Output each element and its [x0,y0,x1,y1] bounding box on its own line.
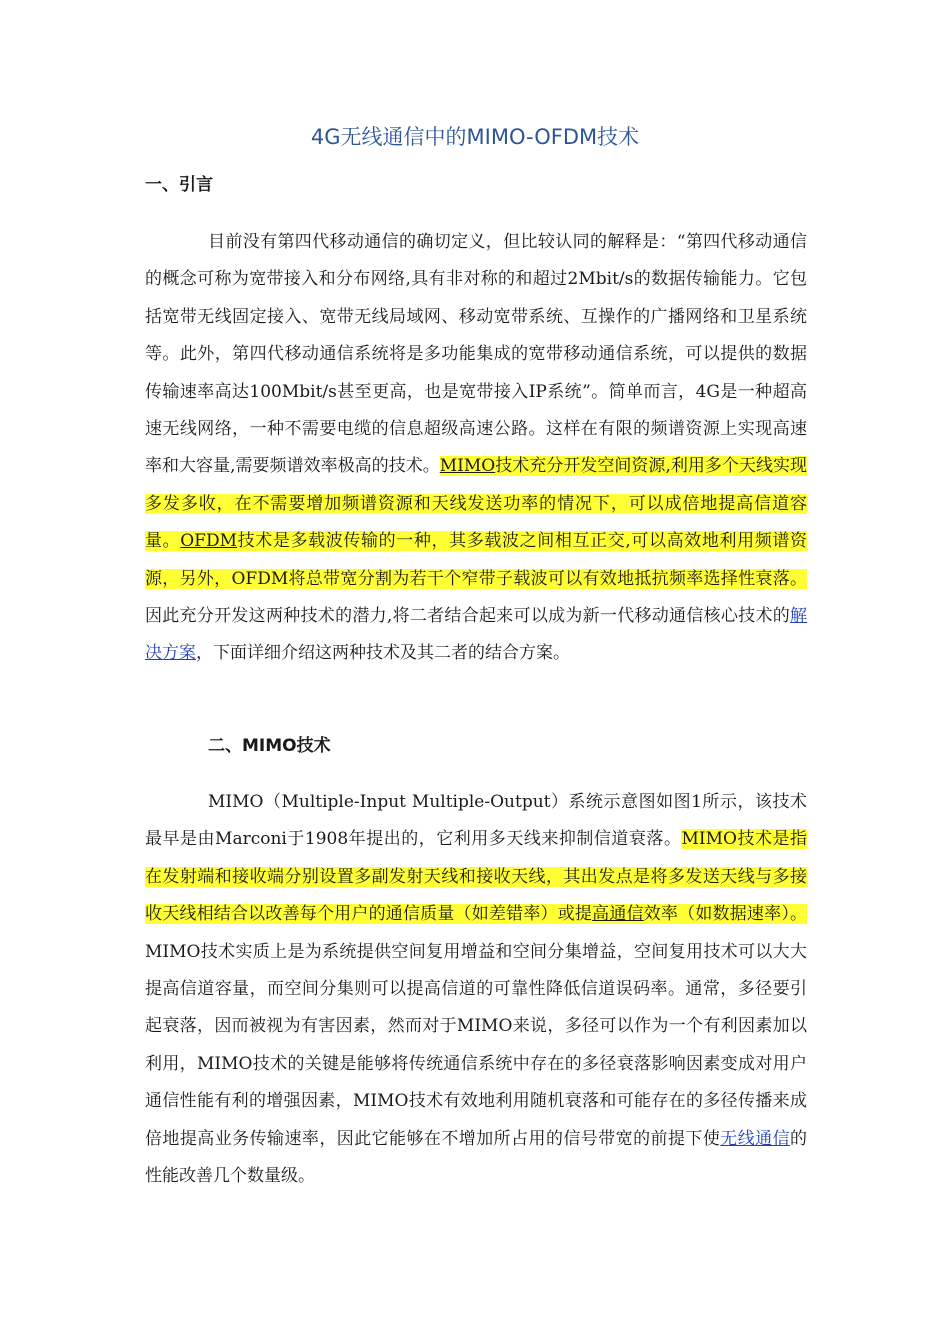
highlight-text-mimo-def: MIMO技术是指在发射端和接收端分别设置多副发射天线和接收天线，其出发点是将多发送天线与多接收天线相结合以改善每个用户的通信质量（如差错率）或提 [145,829,807,925]
paragraph-text: 因此充分开发这两种技术的潜力,将二者结合起来可以成为新一代移动通信核心技术的 [145,606,790,627]
paragraph-introduction [145,224,807,673]
paragraph-text: ，下面详细介绍这两种技术及其二者的结合方案。 [196,643,570,664]
paragraph-text: MIMO（Multiple-Input Multiple-Output）系统示意图如图1所示，该技术最早是由Marconi于1908年提出的，它利用多天线来抑制信道衰落。 [145,792,807,850]
section-heading-mimo: 二、MIMO技术 [208,736,331,756]
link-solution[interactable]: 解决方案 [145,606,807,664]
link-mimo[interactable]: MIMO [439,456,496,477]
link-efficiency[interactable]: 高通信 [592,904,644,925]
highlight-text-rate: 效率（如数据速率）。 [643,904,808,925]
highlight-text-mimo: 技术充分开发空间资源,利用多个天线实现多发多收，在不需要增加频谱资源和天线发送功率的情况下，可以成倍地提高信道容量。 [145,456,808,552]
link-wireless-communication[interactable]: 无线通信 [720,1128,791,1149]
section-heading-introduction: 一、引言 [145,175,213,195]
paragraph-text: MIMO技术实质上是为系统提供空间复用增益和空间分集增益，空间复用技术可以大大提高信道容量，而空间分集则可以提高信道的可靠性降低信道误码率。通常，多径要引起衰落，因而被视为有害因素，然而对于MIMO来说，多径可以作为一个有利因素加以利用，MIMO技术的关键是能够将传统通信系统中存在的多径衰落影响因素变成对用户通信性能有利的增强因素，MIMO技术有效地利用随机衰落和可能存在的多径传播来成倍地提高业务传输速率，因此它能够在不增加所占用的信号带宽的前提下使 [145,941,807,1149]
paragraph-text: 的性能改善几个数量级。 [145,1128,808,1187]
paragraph-mimo [145,784,807,1195]
document-title: 4G无线通信中的MIMO-OFDM技术 [310,125,640,149]
highlight-text-ofdm: 技术是多载波传输的一种，其多载波之间相互正交,可以高效地利用频谱资源，另外，OFDM将总带宽分割为若干个窄带子载波可以有效地抵抗频率选择性衰落。 [145,531,807,589]
link-ofdm[interactable]: OFDM [180,531,238,552]
paragraph-text: 目前没有第四代移动通信的确切定义，但比较认同的解释是：“第四代移动通信的概念可称为宽带接入和分布网络,具有非对称的和超过2Mbit/s的数据传输能力。它包括宽带无线固定接入、宽带无线局域网、移动宽带系统、互操作的广播网络和卫星系统等。此外，第四代移动通信系统将是多功能集成的宽带移动通信系统，可以提供的数据传输速率高达100Mbit/s甚至更高，也是宽带接入IP系统”。简单而言，4G是一种超高速无线网络，一种不需要电缆的信息超级高速公路。这样在有限的频谱资源上实现高速率和大容量,需要频谱效率极高的技术。 [145,232,807,477]
